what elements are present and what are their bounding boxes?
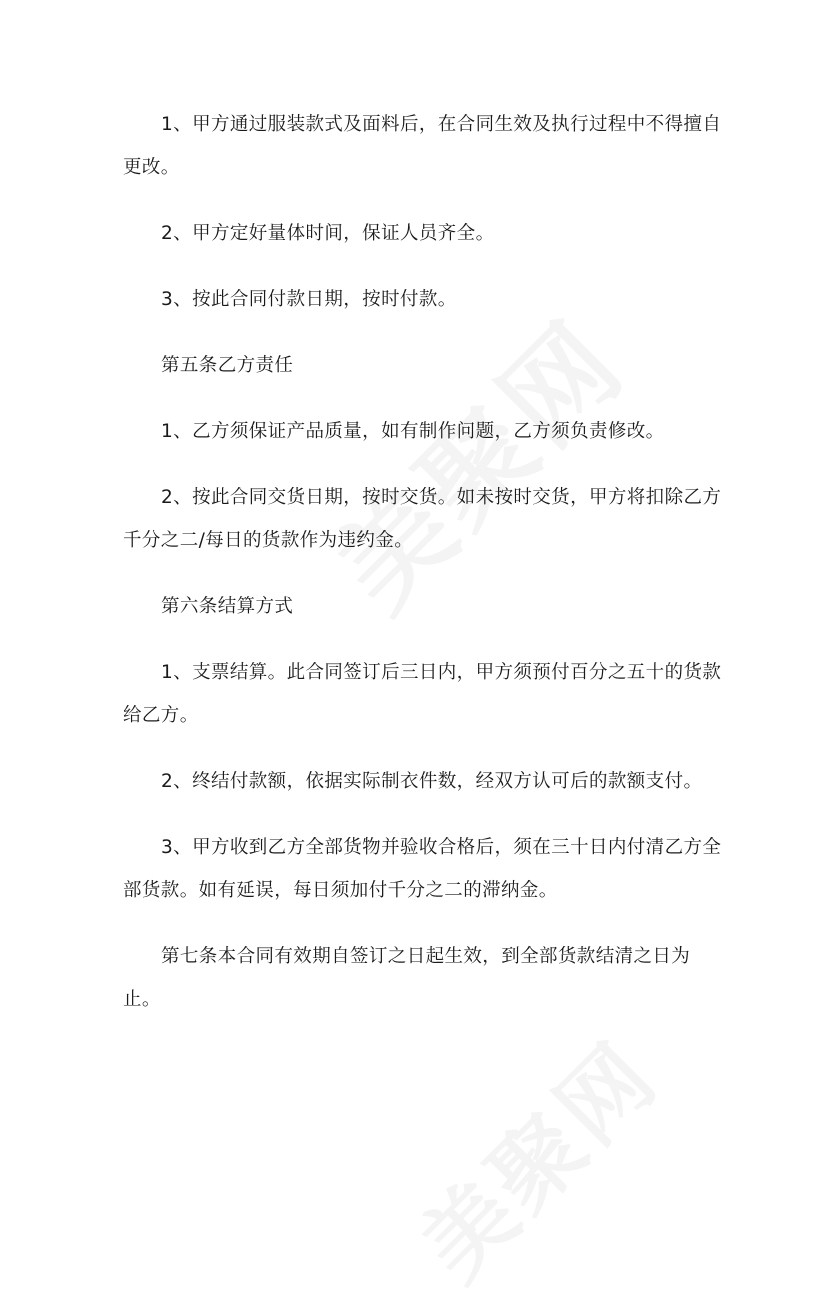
section-heading-article-6: 第六条结算方式 (161, 596, 294, 617)
paragraph-party-a-duty-2: 2、甲方定好量体时间，保证人员齐全。 (161, 223, 495, 244)
watermark-bottom (386, 1007, 682, 1303)
paragraph-settlement-2: 2、终结付款额，依据实际制衣件数，经双方认可后的款额支付。 (161, 771, 703, 792)
paragraph-party-b-duty-2: 2、按此合同交货日期，按时交货。如未按时交货，甲方将扣除乙方千分之二/每日的货款作为违约金。 (123, 487, 722, 551)
paragraph-party-a-duty-1: 1、甲方通过服装款式及面料后，在合同生效及执行过程中不得擅自更改。 (123, 114, 722, 178)
section-heading-article-5: 第五条乙方责任 (161, 355, 294, 376)
paragraph-article-7: 第七条本合同有效期自签订之日起生效，到全部货款结清之日为止。 (123, 946, 691, 1010)
paragraph-settlement-1: 1、支票结算。此合同签订后三日内，甲方须预付百分之五十的货款给乙方。 (123, 662, 722, 726)
paragraph-party-b-duty-1: 1、乙方须保证产品质量，如有制作问题，乙方须负责修改。 (161, 421, 665, 442)
document-body (123, 103, 723, 1021)
paragraph-party-a-duty-3: 3、按此合同付款日期，按时付款。 (161, 289, 457, 310)
paragraph-settlement-3: 3、甲方收到乙方全部货物并验收合格后，须在三十日内付清乙方全部货款。如有延误，每日须加付千分之二的滞纳金。 (123, 837, 722, 901)
